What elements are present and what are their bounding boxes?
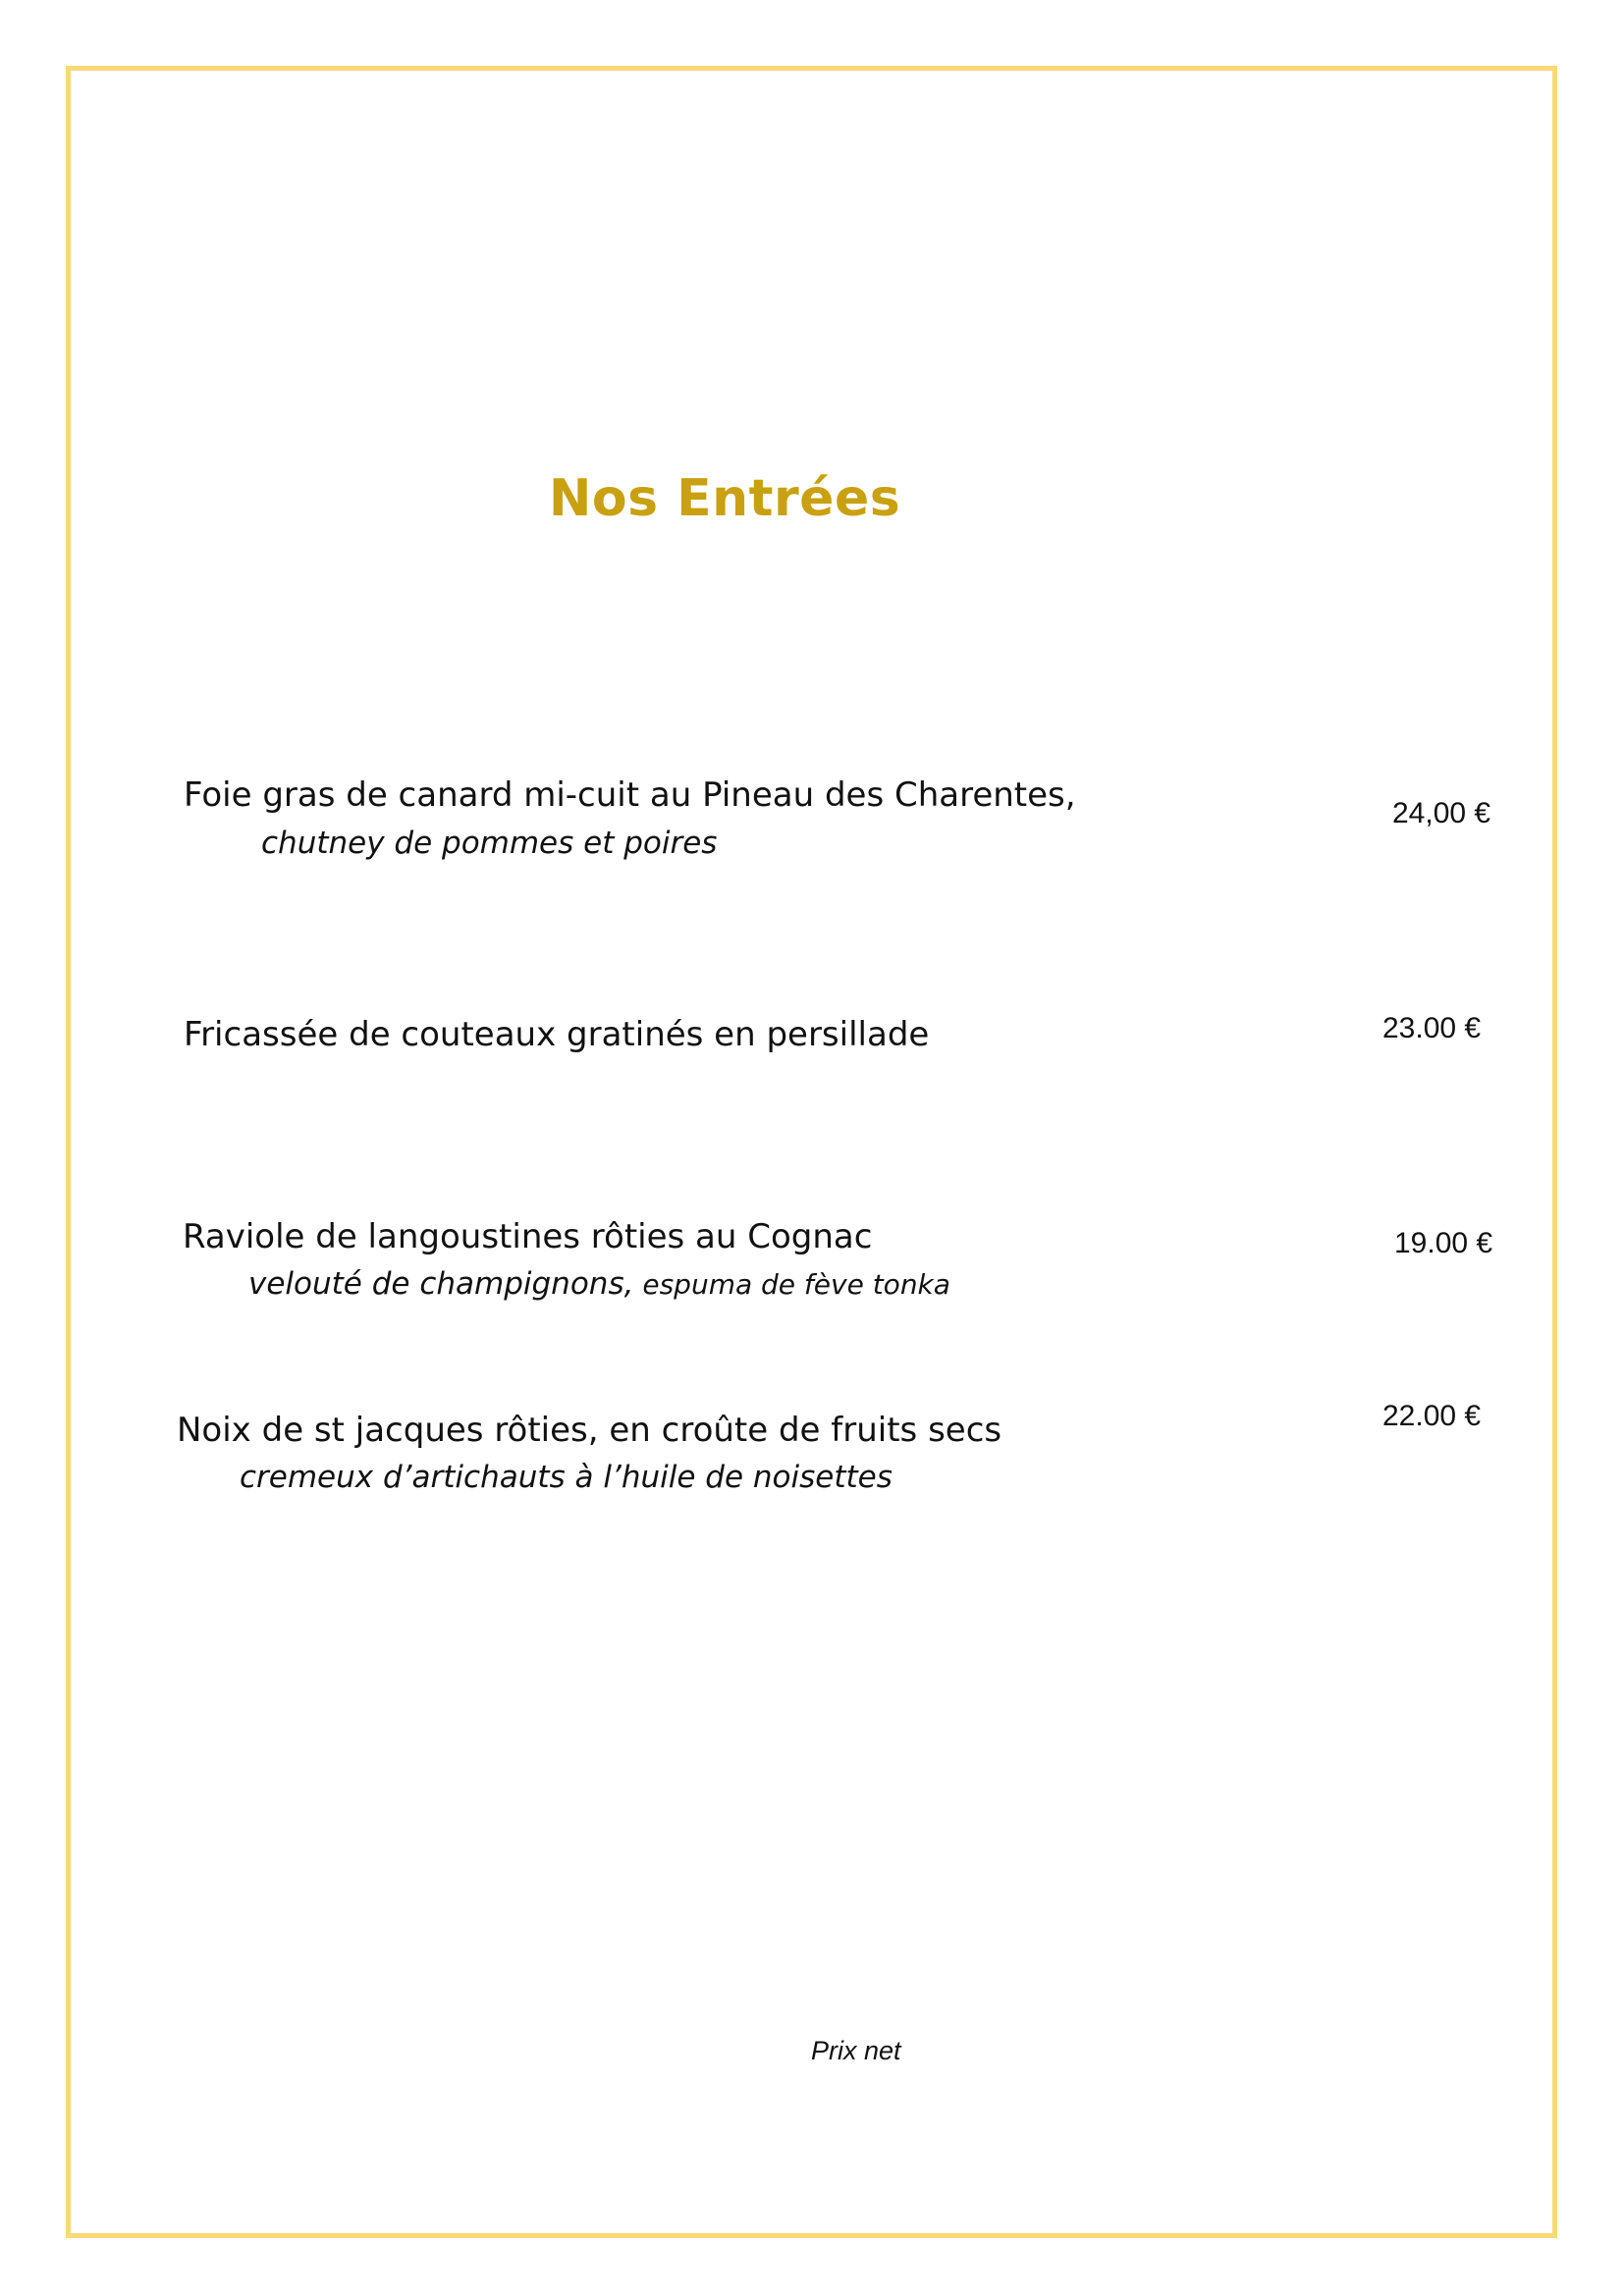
- dish-price-fricassee: 23.00 €: [1382, 1012, 1482, 1044]
- page-title: Nos Entrées: [548, 469, 901, 528]
- dish-description-foie-gras: chutney de pommes et poires: [261, 826, 718, 861]
- page-border: [66, 66, 1557, 2238]
- dish-price-noix-st-jacques: 22.00 €: [1382, 1400, 1482, 1432]
- dish-description-raviole: velouté de champignons, espuma de fève tonka: [248, 1266, 950, 1302]
- dish-description-noix-st-jacques: cremeux d’artichauts à l’huile de noisettes: [240, 1460, 893, 1495]
- dish-price-foie-gras: 24,00 €: [1392, 797, 1491, 829]
- footer-note: Prix net: [811, 2036, 901, 2065]
- dish-name-foie-gras: Foie gras de canard mi-cuit au Pineau des Charentes,: [184, 775, 1076, 815]
- dish-name-fricassee: Fricassée de couteaux gratinés en persillade: [184, 1015, 930, 1054]
- dish-name-raviole: Raviole de langoustines rôties au Cognac: [183, 1217, 873, 1256]
- dish-name-noix-st-jacques: Noix de st jacques rôties, en croûte de fruits secs: [177, 1411, 1002, 1450]
- dish-price-raviole: 19.00 €: [1394, 1227, 1493, 1259]
